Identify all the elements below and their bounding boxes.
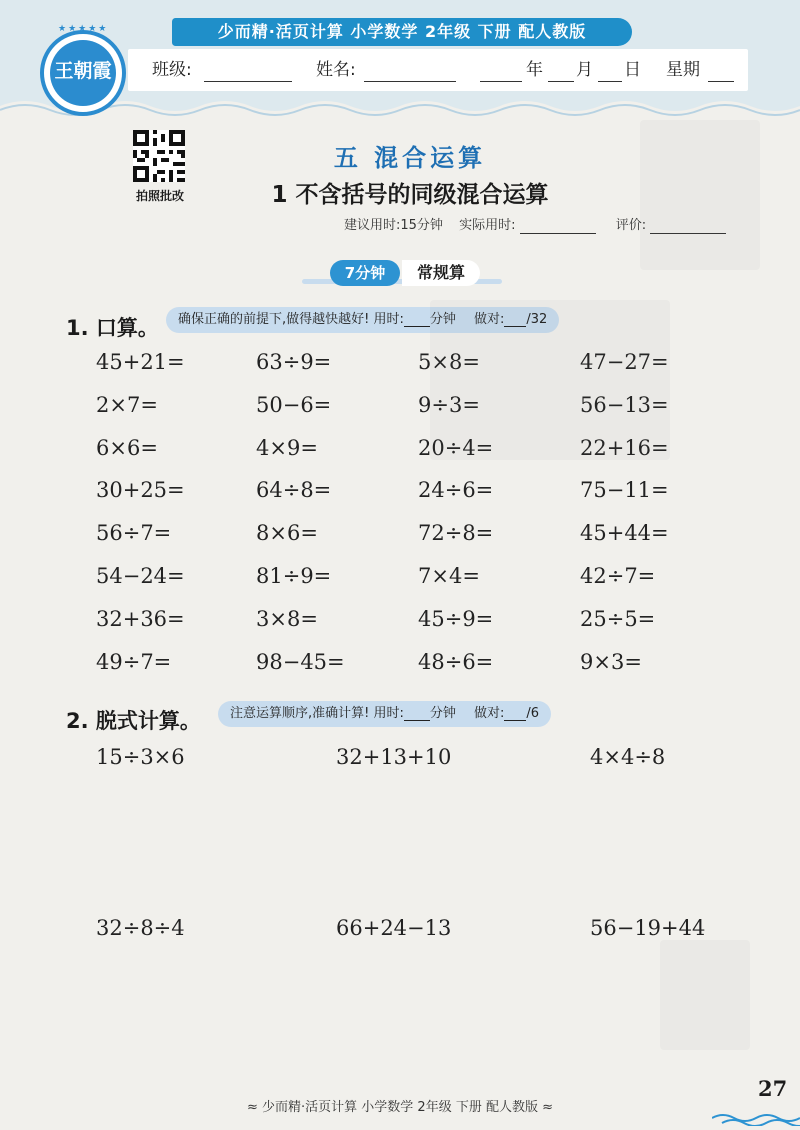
wave-decoration (0, 96, 800, 122)
badge-minutes: 7分钟 (330, 260, 400, 286)
bleed-through-shadow (640, 120, 760, 270)
lesson-title: 1 不含括号的同级混合运算 (271, 182, 549, 208)
oral-problem: 24÷6= (418, 478, 494, 503)
oral-problem: 47−27= (580, 350, 669, 374)
oral-problem: 25÷5= (580, 606, 656, 631)
oral-problem: 2×7= (96, 392, 158, 417)
oral-problem: 75−11= (580, 478, 669, 503)
oral-problem: 49÷7= (96, 649, 172, 674)
section1-hint-total: /32 (526, 312, 548, 327)
month-label: 月 (576, 60, 593, 80)
oral-problem: 30+25= (96, 478, 185, 503)
oral-problem: 45+44= (580, 521, 669, 546)
oral-problem: 9÷3= (418, 392, 480, 417)
stepwise-problem: 66+24−13 (336, 916, 452, 940)
oral-problem: 56−13= (580, 392, 669, 417)
year-label: 年 (526, 60, 543, 80)
brand-logo (40, 24, 126, 116)
unit-title: 五 混合运算 (333, 144, 487, 172)
bleed-through-shadow (430, 300, 670, 460)
stepwise-problem: 4×4÷8 (590, 745, 666, 769)
oral-problem: 81÷9= (256, 564, 332, 588)
section1-time-field[interactable] (404, 312, 430, 327)
class-label: 班级: (152, 60, 192, 80)
oral-problem: 72÷8= (418, 521, 494, 546)
oral-problem: 4×9= (256, 435, 318, 460)
oral-problem: 8×6= (256, 521, 318, 546)
oral-problem: 20÷4= (418, 435, 494, 460)
year-field[interactable] (480, 55, 522, 82)
week-field[interactable] (708, 55, 734, 82)
class-field[interactable] (204, 55, 292, 82)
oral-problem: 48÷6= (418, 649, 494, 674)
section1-hint-minutes: 分钟 (429, 312, 456, 327)
oral-problem: 7×4= (418, 564, 480, 588)
name-field[interactable] (364, 55, 456, 82)
section2-hint-total: /6 (526, 706, 540, 721)
actual-time-field[interactable] (520, 217, 596, 234)
oral-problem: 54−24= (96, 564, 185, 588)
name-label: 姓名: (316, 60, 356, 80)
oral-problem: 32+36= (96, 606, 185, 631)
section1-hint-correct: 做对: (474, 312, 505, 327)
day-label: 日 (624, 60, 641, 80)
student-info-bar (128, 49, 748, 91)
oral-problem: 56÷7= (96, 521, 172, 546)
rating-label: 评价: (615, 218, 647, 233)
stepwise-problem: 15÷3×6 (96, 745, 185, 769)
oral-problem: 45+21= (96, 350, 185, 374)
series-title-bar: 少而精·活页计算 小学数学 2年级 下册 配人教版 (172, 18, 632, 46)
stepwise-problem: 56−19+44 (590, 916, 706, 940)
brand-name: 王朝霞 (54, 60, 112, 82)
section2-hint-minutes: 分钟 (429, 706, 456, 721)
badge-label: 常规算 (402, 260, 480, 286)
section1-title: 1. 口算。 (66, 316, 159, 340)
section2-correct-field[interactable] (504, 706, 526, 721)
bleed-through-shadow (660, 940, 750, 1050)
section2-title: 2. 脱式计算。 (66, 709, 201, 733)
section2-hint (218, 701, 551, 727)
stepwise-problem: 32÷8÷4 (96, 916, 185, 940)
oral-problem: 3×8= (256, 606, 318, 631)
section1-hint-text: 确保正确的前提下,做得越快越好! 用时: (178, 312, 404, 327)
star-icons: ★★★★★ (58, 24, 109, 34)
oral-problem: 9×3= (580, 649, 642, 674)
section2-time-field[interactable] (404, 706, 430, 721)
suggested-time: 建议用时:15分钟 (344, 218, 443, 233)
page-number: 27 (758, 1076, 788, 1101)
oral-problem: 50−6= (256, 392, 332, 417)
stepwise-problem: 32+13+10 (336, 745, 452, 769)
oral-problem: 45÷9= (418, 606, 494, 631)
oral-problem: 98−45= (256, 649, 345, 674)
oral-problem: 6×6= (96, 435, 158, 460)
day-field[interactable] (598, 55, 622, 82)
month-field[interactable] (548, 55, 574, 82)
oral-problem: 5×8= (418, 350, 480, 374)
page-footer: ≈ 少而精·活页计算 小学数学 2年级 下册 配人教版 ≈ (247, 1100, 553, 1115)
oral-problem: 22+16= (580, 435, 669, 460)
oral-problem: 42÷7= (580, 564, 656, 588)
qr-label: 拍照批改 (135, 189, 184, 203)
oral-problem: 64÷8= (256, 478, 332, 503)
section2-hint-text: 注意运算顺序,准确计算! 用时: (230, 706, 404, 721)
section2-hint-correct: 做对: (474, 706, 505, 721)
week-label: 星期 (666, 60, 700, 80)
actual-time-label: 实际用时: (459, 218, 516, 233)
oral-problem: 63÷9= (256, 350, 332, 374)
